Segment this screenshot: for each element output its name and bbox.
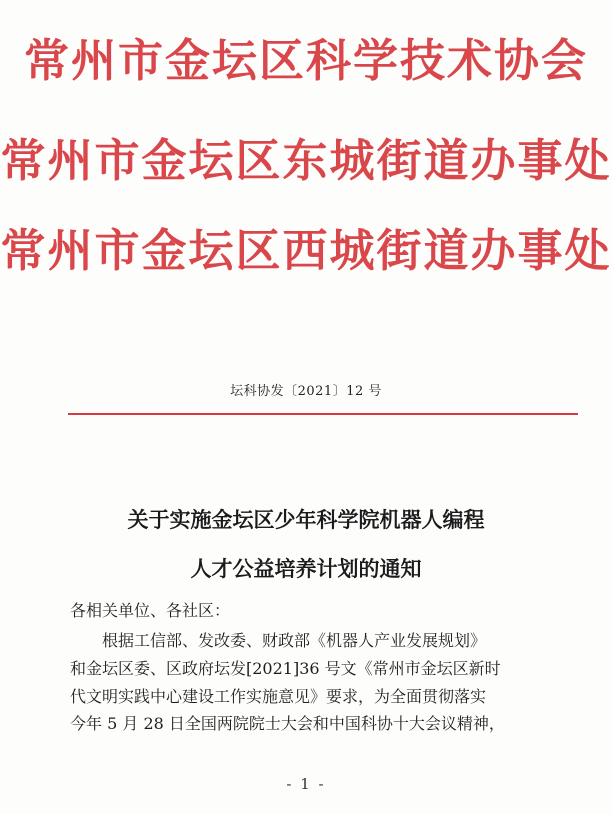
- issuing-org-line-1: 常州市金坛区科学技术协会: [23, 34, 588, 87]
- salutation: 各相关单位、各社区：: [70, 601, 231, 620]
- page-number: - 1 -: [286, 775, 326, 793]
- document-title-line-2: 人才公益培养计划的通知: [190, 556, 422, 581]
- body-line-2: 和金坛区委、区政府坛发[2021]36 号文《常州市金坛区新时: [70, 659, 501, 678]
- body-line-3: 代文明实践中心建设工作实施意见》要求，为全面贯彻落实: [70, 687, 487, 706]
- document-number: 坛科协发〔2021〕12 号: [230, 384, 382, 399]
- issuing-org-line-3: 常州市金坛区西城街道办事处: [0, 224, 612, 277]
- body-line-4: 今年 5 月 28 日全国两院院士大会和中国科协十大会议精神，: [70, 714, 505, 733]
- red-separator-line: [68, 413, 578, 415]
- body-line-1: 根据工信部、发改委、财政部《机器人产业发展规划》: [102, 631, 487, 650]
- issuing-org-line-2: 常州市金坛区东城街道办事处: [0, 134, 612, 187]
- document-title-line-1: 关于实施金坛区少年科学院机器人编程: [127, 507, 485, 532]
